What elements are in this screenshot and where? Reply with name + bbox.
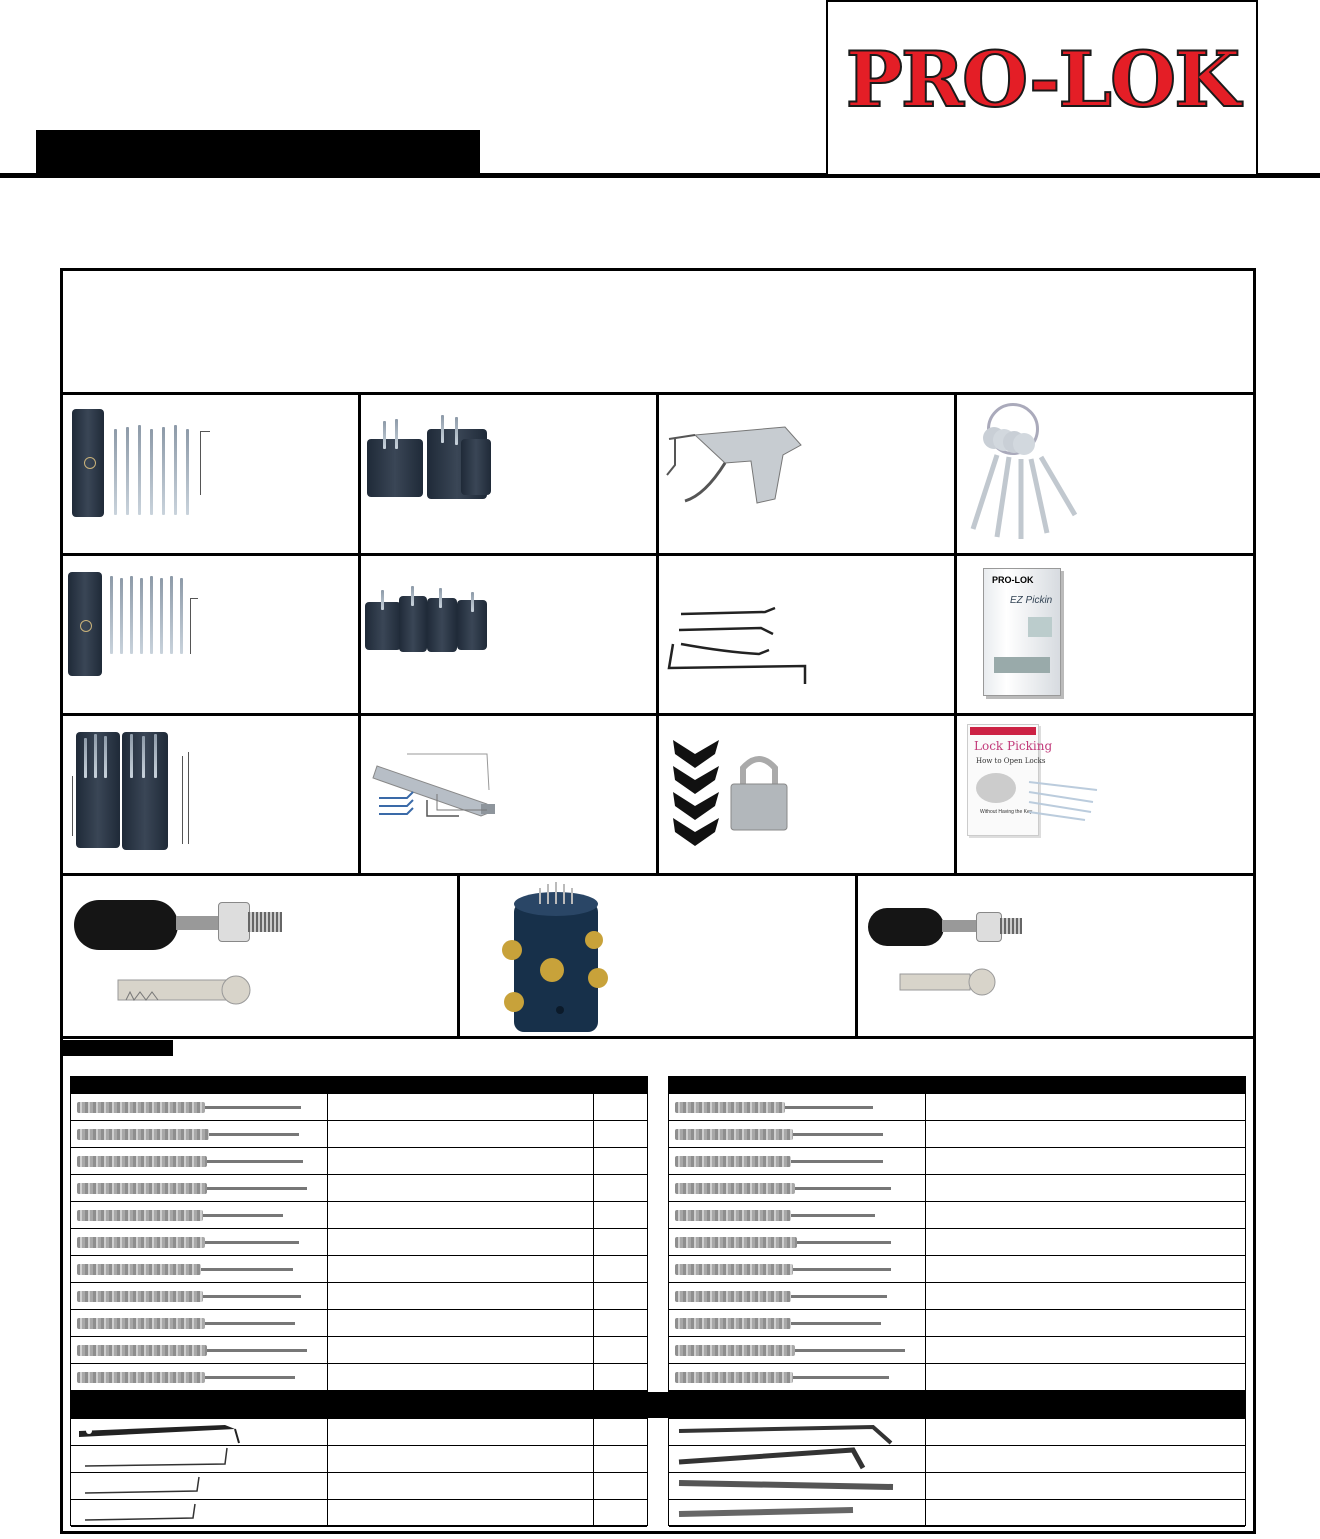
tension-wrench-image — [75, 1473, 315, 1499]
pick-tip-image — [795, 1187, 891, 1190]
pick-tip-image — [205, 1106, 301, 1109]
product-cell[interactable] — [957, 395, 1253, 553]
product-cell[interactable] — [957, 556, 1253, 713]
snap-icon — [84, 457, 96, 469]
pick-tip-image — [793, 1376, 889, 1379]
tension-wrench-image — [188, 752, 189, 844]
pick-thumbnail-image — [77, 1318, 205, 1329]
pick-tip-image — [203, 1214, 283, 1217]
table-row — [669, 1202, 1245, 1229]
book-subtitle: How to Open Locks — [976, 757, 1046, 765]
pick-tip-image — [793, 1133, 883, 1136]
pick-tip-image — [785, 1106, 873, 1109]
book-photo-icon — [1028, 617, 1052, 637]
pick-image — [142, 736, 145, 778]
pick-image — [439, 588, 442, 608]
product-cell[interactable] — [460, 876, 855, 1036]
table-row — [669, 1446, 1245, 1473]
table-row — [669, 1094, 1245, 1121]
table-row — [71, 1175, 647, 1202]
product-cell[interactable] — [66, 395, 358, 553]
tension-wrench-image — [200, 431, 210, 432]
tension-wrench-image — [75, 1500, 315, 1526]
tension-wrench-image — [182, 756, 183, 844]
tubular-pick-collar-image — [218, 902, 250, 942]
table-row — [71, 1310, 647, 1337]
product-cell[interactable] — [957, 716, 1253, 873]
pick-image — [114, 429, 117, 515]
pick-case-image — [122, 732, 168, 850]
pick-image — [84, 738, 87, 778]
pick-image — [471, 592, 474, 612]
table-row — [669, 1229, 1245, 1256]
tubular-pick-handle-image — [74, 900, 178, 950]
tubular-pick-tip-image — [1000, 918, 1022, 934]
table-row — [71, 1364, 647, 1391]
table-row — [71, 1283, 647, 1310]
pick-tip-image — [201, 1268, 293, 1271]
pick-thumbnail-image — [77, 1264, 201, 1275]
pick-tip-image — [207, 1160, 303, 1163]
table-row — [71, 1229, 647, 1256]
table-row — [71, 1500, 647, 1527]
intro-area — [63, 271, 1253, 391]
pick-thumbnail-image — [675, 1237, 797, 1248]
book-photo-icon — [994, 657, 1050, 673]
book-footer: Without Having the Key — [980, 809, 1033, 815]
pick-image — [126, 427, 129, 515]
tension-wrench-image — [75, 1419, 315, 1445]
pick-image — [170, 576, 173, 654]
pick-thumbnail-image — [675, 1345, 795, 1356]
table-row — [669, 1500, 1245, 1527]
key-image — [898, 964, 1008, 1004]
book-title: Lock Picking — [974, 739, 1053, 753]
pick-image — [162, 427, 165, 515]
table-row — [669, 1121, 1245, 1148]
pick-thumbnail-image — [77, 1345, 207, 1356]
pick-thumbnail-image — [77, 1291, 203, 1302]
pick-tip-image — [791, 1160, 883, 1163]
tubular-pick-tip-image — [248, 912, 282, 932]
pick-tip-image — [207, 1349, 307, 1352]
parts-section-tab — [63, 1040, 173, 1056]
pick-image — [383, 421, 386, 449]
pick-thumbnail-image — [77, 1102, 205, 1113]
table-row — [669, 1419, 1245, 1446]
pick-thumbnail-image — [675, 1102, 785, 1113]
pick-image — [138, 425, 141, 515]
pick-image — [130, 734, 133, 778]
pick-image — [104, 736, 107, 778]
pick-tip-image — [205, 1376, 295, 1379]
product-cell[interactable] — [659, 556, 954, 713]
pick-case-image — [427, 598, 457, 652]
logo-box — [826, 0, 1258, 174]
tension-tools-image — [665, 604, 825, 694]
snap-icon — [80, 620, 92, 632]
table-row — [71, 1256, 647, 1283]
pick-image — [154, 734, 157, 778]
product-cell[interactable] — [858, 876, 1253, 1036]
book-illustration-icon — [976, 773, 1016, 803]
table-row — [669, 1175, 1245, 1202]
pick-thumbnail-image — [77, 1156, 207, 1167]
tubular-pick-collar-image — [976, 912, 1002, 942]
pick-tip-image — [205, 1322, 295, 1325]
tension-wrench-image — [190, 598, 198, 599]
pick-image — [411, 586, 414, 606]
table-row — [71, 1337, 647, 1364]
table-row — [71, 1094, 647, 1121]
pick-tip-image — [791, 1295, 887, 1298]
product-cell[interactable] — [361, 716, 656, 873]
pick-thumbnail-image — [675, 1264, 793, 1275]
product-cell[interactable] — [361, 556, 656, 713]
padlock-shims-image — [669, 736, 819, 866]
pick-tip-image — [797, 1241, 891, 1244]
pick-tip-image — [207, 1187, 307, 1190]
pick-thumbnail-image — [77, 1237, 205, 1248]
table-row — [669, 1310, 1245, 1337]
table-row — [669, 1256, 1245, 1283]
tension-wrench-image — [190, 598, 191, 654]
pick-image — [455, 417, 458, 445]
pick-thumbnail-image — [675, 1183, 795, 1194]
table-row — [669, 1283, 1245, 1310]
pro-lok-logo: PRO-LOK — [845, 35, 1239, 124]
key-image — [116, 970, 256, 1020]
table-row — [71, 1473, 647, 1500]
pick-gun-image — [665, 405, 825, 515]
book-title: EZ Pickin — [1010, 595, 1053, 606]
tension-wrench-image — [200, 431, 201, 495]
pick-thumbnail-image — [675, 1210, 791, 1221]
table-header — [669, 1077, 1245, 1094]
product-cell[interactable] — [66, 556, 358, 713]
right-parts-table — [668, 1076, 1246, 1392]
pick-image — [110, 576, 113, 654]
tubular-pick-handle-image — [868, 908, 944, 946]
pick-case-image — [461, 439, 491, 495]
pick-thumbnail-image — [675, 1372, 793, 1383]
product-cell[interactable] — [361, 395, 656, 553]
pick-tip-image — [791, 1322, 881, 1325]
table-row — [71, 1202, 647, 1229]
pick-thumbnail-image — [77, 1183, 207, 1194]
right-wrench-table — [668, 1418, 1246, 1526]
tension-wrench-image — [673, 1446, 913, 1472]
product-cell[interactable] — [659, 395, 954, 553]
pick-set-image — [1027, 772, 1127, 852]
tubular-pick-shaft-image — [942, 920, 978, 932]
table-row — [71, 1148, 647, 1175]
header-black-bar — [36, 130, 480, 174]
pick-image — [395, 419, 398, 449]
table-header — [71, 1077, 647, 1094]
pick-image — [160, 578, 163, 654]
table-row — [669, 1473, 1245, 1500]
pick-thumbnail-image — [675, 1318, 791, 1329]
pick-image — [130, 576, 133, 654]
pick-thumbnail-image — [675, 1291, 791, 1302]
pick-image — [174, 425, 177, 515]
pick-image — [94, 734, 97, 778]
table-row — [71, 1446, 647, 1473]
pick-image — [150, 576, 153, 654]
product-cell[interactable] — [66, 716, 358, 873]
plug-spinner-image — [367, 740, 527, 850]
book-brand-label: PRO-LOK — [992, 575, 1034, 585]
product-cell[interactable] — [66, 876, 457, 1036]
grid-line — [63, 1036, 1253, 1039]
table-row — [669, 1364, 1245, 1391]
pick-tip-image — [793, 1268, 891, 1271]
tension-wrench-image — [72, 776, 73, 836]
cylinder-fixture-image — [490, 878, 640, 1036]
tubular-pick-shaft-image — [176, 916, 220, 930]
section-band — [70, 1392, 1246, 1418]
table-row — [669, 1148, 1245, 1175]
pick-tip-image — [791, 1214, 875, 1217]
pick-thumbnail-image — [77, 1210, 203, 1221]
pick-tip-image — [205, 1241, 299, 1244]
pick-thumbnail-image — [77, 1129, 209, 1140]
left-parts-table — [70, 1076, 648, 1392]
book-header-band — [970, 727, 1036, 735]
pick-tip-image — [203, 1295, 301, 1298]
pick-image — [381, 590, 384, 610]
pick-image — [186, 429, 189, 515]
tension-wrench-image — [673, 1500, 913, 1526]
tension-wrench-image — [673, 1419, 913, 1445]
pick-tip-image — [795, 1349, 905, 1352]
pick-thumbnail-image — [675, 1129, 793, 1140]
table-row — [71, 1121, 647, 1148]
table-row — [669, 1337, 1245, 1364]
pick-image — [150, 429, 153, 515]
tension-wrench-image — [75, 1446, 315, 1472]
ez-pickin-book-image — [983, 568, 1061, 696]
pick-case-image — [76, 732, 120, 848]
pick-image — [441, 415, 444, 443]
product-cell[interactable] — [659, 716, 954, 873]
pick-thumbnail-image — [675, 1156, 791, 1167]
pick-image — [180, 578, 183, 654]
pick-thumbnail-image — [77, 1372, 205, 1383]
table-row — [71, 1419, 647, 1446]
pick-image — [120, 578, 123, 654]
pick-image — [140, 578, 143, 654]
tubular-key-set-image — [963, 445, 1123, 545]
tension-wrench-image — [673, 1473, 913, 1499]
left-wrench-table — [70, 1418, 648, 1526]
pick-tip-image — [209, 1133, 299, 1136]
